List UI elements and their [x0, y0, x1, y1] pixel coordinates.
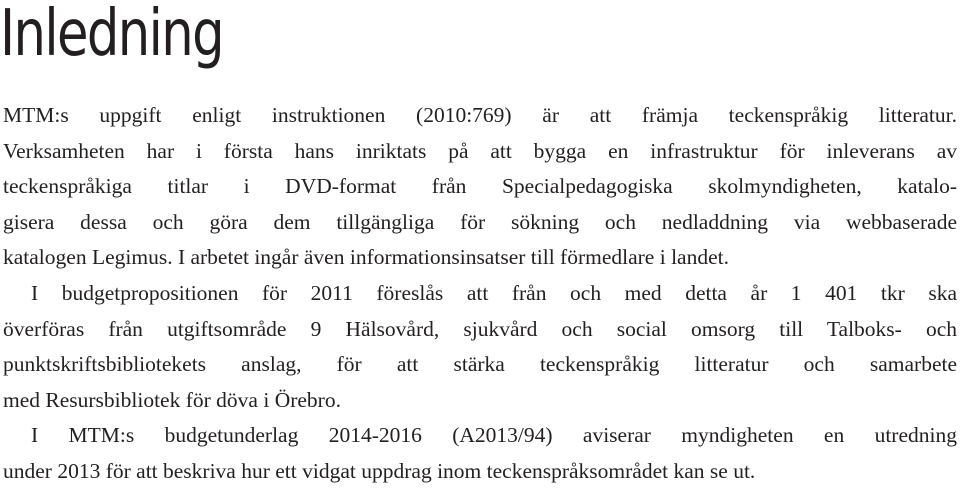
text-line: med Resursbibliotek för döva i Örebro. — [3, 387, 341, 412]
text-line: under 2013 för att beskriva hur ett vidgat uppdrag inom teckenspråksområdet kan se ut. — [3, 458, 756, 483]
paragraph-3 — [3, 418, 957, 489]
text-line: I MTM:s budgetunderlag 2014-2016 (A2013/94) aviserar myndigheten en utredning — [31, 423, 957, 448]
text-line: Verksamheten har i första hans inriktats på att bygga en infrastruktur för inleverans av — [3, 138, 957, 163]
text-line: gisera dessa och göra dem tillgängliga för sökning och nedladdning via webbaserade — [3, 209, 957, 234]
text-line: överföras från utgiftsområde 9 Hälsovård, sjukvård och social omsorg till Talboks- och — [3, 316, 957, 341]
text-line: katalogen Legimus. I arbetet ingår även informationsinsatser till förmedlare i landet. — [3, 245, 729, 270]
paragraph-1 — [3, 98, 957, 276]
text-line: MTM:s uppgift enligt instruktionen (2010:769) är att främja teckenspråkig litteratur. — [3, 103, 957, 127]
page-title: Inledning — [0, 0, 223, 71]
text-line: punktskriftsbibliotekets anslag, för att stärka teckenspråkig litteratur och samarbete — [3, 352, 957, 377]
paragraph-2 — [3, 276, 957, 418]
body-text — [3, 98, 957, 490]
text-line: I budgetpropositionen för 2011 föreslås att från och med detta år 1 401 tkr ska — [31, 280, 957, 305]
text-line: teckenspråkiga titlar i DVD-format från Specialpedagogiska skolmyndigheten, katalo- — [3, 174, 957, 199]
